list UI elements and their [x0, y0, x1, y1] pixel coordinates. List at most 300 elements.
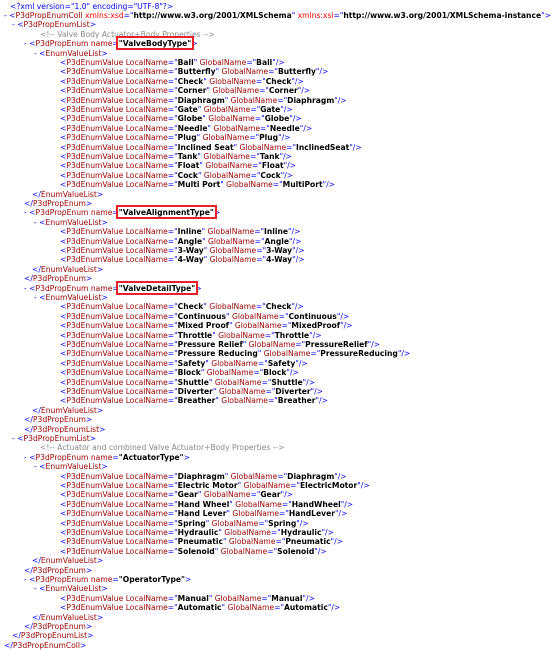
global-name-attr: GlobalName	[261, 349, 311, 359]
prop-enum-tag-name: P3dPropEnum	[35, 283, 89, 293]
enum-value-tag-name: P3dEnumValue	[66, 509, 124, 519]
local-name-attr: LocalName	[123, 180, 168, 190]
local-name-value: Breather	[177, 396, 216, 406]
enum-value-row: <P3dEnumValue LocalName="Mixed Proof" GlobalName="MixedProof"/>	[60, 321, 353, 331]
local-name-attr: LocalName	[123, 104, 168, 114]
global-name-value: Diaphragm	[287, 471, 335, 481]
namespace-attr-name: xmlns:xsd	[82, 10, 124, 20]
global-name-attr: GlobalName	[209, 518, 259, 528]
enum-value-list-open-tag[interactable]: - <EnumValueList>	[34, 584, 108, 594]
enum-value-row: <P3dEnumValue LocalName="Pneumatic" GlobalName="Pneumatic"/>	[60, 537, 344, 547]
global-name-value: Solenoid	[277, 546, 315, 556]
collapse-toggle: -	[24, 208, 30, 218]
enum-value-list-tag-name: EnumValueList	[40, 189, 97, 199]
global-name-value: Needle	[269, 123, 300, 133]
highlight-box	[116, 36, 194, 50]
global-name-value: MultiPort	[282, 180, 323, 190]
enum-value-row: <P3dEnumValue LocalName="Solenoid" GlobalName="Solenoid"/>	[60, 546, 327, 556]
global-name-attr: GlobalName	[232, 499, 282, 509]
enum-value-tag-name: P3dEnumValue	[66, 546, 124, 556]
local-name-attr: LocalName	[123, 321, 168, 331]
global-name-value: 3-Way	[266, 245, 293, 255]
prop-enum-tag-name: P3dPropEnum	[35, 39, 89, 49]
local-name-attr: LocalName	[123, 67, 168, 77]
global-name-value: Gate	[260, 104, 281, 114]
enum-name-value: "ValveAlignmentType"	[118, 208, 214, 218]
prop-enum-open-tag[interactable]: - <P3dPropEnum name="ValveBodyType">	[24, 39, 198, 49]
enum-value-row: <P3dEnumValue LocalName="Shuttle" GlobalName="Shuttle"/>	[60, 377, 316, 387]
global-name-attr: GlobalName	[211, 123, 261, 133]
prop-enum-tag-name: P3dPropEnum	[35, 452, 89, 462]
global-name-value: Angle	[264, 236, 290, 246]
local-name-attr: LocalName	[123, 330, 168, 340]
name-attr-label: name	[88, 208, 113, 218]
local-name-attr: LocalName	[123, 546, 168, 556]
local-name-value: Angle	[177, 236, 203, 246]
global-name-attr: GlobalName	[226, 537, 276, 547]
enum-list-open-tag[interactable]: - <P3dPropEnumList>	[12, 20, 97, 30]
local-name-attr: LocalName	[123, 480, 168, 490]
enum-value-tag-name: P3dEnumValue	[66, 114, 124, 124]
global-name-value: Butterfly	[277, 67, 316, 77]
prop-enum-close-tag: </P3dPropEnum>	[24, 198, 93, 208]
local-name-attr: LocalName	[123, 142, 168, 152]
global-name-value: PressureRelief	[305, 339, 368, 349]
enum-value-row: <P3dEnumValue LocalName="Hand Lever" GlobalName="HandLever"/>	[60, 509, 348, 519]
local-name-value: Pneumatic	[177, 537, 223, 547]
global-name-attr: GlobalName	[206, 302, 256, 312]
local-name-value: Block	[177, 368, 201, 378]
global-name-value: Check	[265, 76, 292, 86]
enum-value-tag-name: P3dEnumValue	[66, 593, 124, 603]
local-name-value: Continuous	[177, 311, 227, 321]
enum-value-tag-name: P3dEnumValue	[66, 133, 124, 143]
local-name-attr: LocalName	[123, 133, 168, 143]
namespace-attr-value: http://www.w3.org/2001/XMLSchema	[133, 10, 292, 20]
local-name-value: Plug	[177, 133, 197, 143]
root-tag-name: P3dPropEnumColl	[12, 640, 81, 650]
enum-value-tag-name: P3dEnumValue	[66, 527, 124, 537]
enum-value-row: <P3dEnumValue LocalName="Pressure Reducing" GlobalName="PressureReducing"/>	[60, 349, 411, 359]
enum-value-row: <P3dEnumValue LocalName="Block" GlobalName="Block"/>	[60, 368, 299, 378]
local-name-attr: LocalName	[123, 349, 168, 359]
global-name-attr: GlobalName	[200, 151, 250, 161]
local-name-value: Multi Port	[177, 180, 221, 190]
prop-enum-close-tag: </P3dPropEnum>	[24, 621, 93, 631]
global-name-value: Manual	[271, 593, 303, 603]
global-name-value: Throttle	[274, 330, 310, 340]
enum-value-row: <P3dEnumValue LocalName="3-Way" GlobalName="3-Way"/>	[60, 245, 305, 255]
collapse-toggle: -	[34, 217, 40, 227]
enum-value-list-tag-name: EnumValueList	[40, 264, 97, 274]
enum-value-tag-name: P3dEnumValue	[66, 490, 124, 500]
enum-value-row: <P3dEnumValue LocalName="Spring" GlobalName="Spring"/>	[60, 518, 309, 528]
local-name-value: Safety	[177, 358, 206, 368]
local-name-value: Butterfly	[177, 67, 216, 77]
global-name-value: Check	[265, 302, 292, 312]
local-name-attr: LocalName	[123, 499, 168, 509]
enum-value-tag-name: P3dEnumValue	[66, 95, 124, 105]
local-name-value: Globe	[177, 114, 203, 124]
global-name-value: Continuous	[288, 311, 337, 321]
global-name-value: Float	[261, 161, 284, 171]
global-name-attr: GlobalName	[221, 527, 271, 537]
local-name-attr: LocalName	[123, 57, 168, 67]
enum-name-value: "ValveDetailType"	[118, 283, 196, 293]
global-name-attr: GlobalName	[215, 330, 265, 340]
local-name-value: Hydraulic	[177, 527, 219, 537]
local-name-value: Corner	[177, 86, 207, 96]
name-attr-label: name	[88, 452, 113, 462]
global-name-attr: GlobalName	[216, 386, 266, 396]
enum-value-row: <P3dEnumValue LocalName="Inline" GlobalName="Inline"/>	[60, 227, 301, 237]
global-name-value: Automatic	[283, 603, 328, 613]
global-name-value: Tank	[259, 151, 280, 161]
enum-value-row: <P3dEnumValue LocalName="Hydraulic" GlobalName="Hydraulic"/>	[60, 527, 334, 537]
enum-name-value: "ActuatorType"	[118, 452, 184, 462]
enum-value-tag-name: P3dEnumValue	[66, 86, 124, 96]
global-name-attr: GlobalName	[228, 95, 278, 105]
enum-value-tag-name: P3dEnumValue	[66, 480, 124, 490]
global-name-attr: GlobalName	[201, 490, 251, 500]
local-name-attr: LocalName	[123, 170, 168, 180]
prop-enum-tag-name: P3dPropEnum	[32, 621, 86, 631]
enum-value-row: <P3dEnumValue LocalName="Plug" GlobalName="Plug"/>	[60, 133, 291, 143]
local-name-value: Inline	[177, 227, 202, 237]
enum-value-tag-name: P3dEnumValue	[66, 349, 124, 359]
enum-value-row: <P3dEnumValue LocalName="Electric Motor" GlobalName="ElectricMotor"/>	[60, 480, 370, 490]
xml-comment	[40, 443, 285, 452]
global-name-attr: GlobalName	[232, 321, 282, 331]
root-open-tag[interactable]: - <P3dPropEnumColl xmlns:xsd="http://www.w3.org/2001/XMLSchema" xmlns:xsi="http://www.w3.org/2001/XMLSchema-instance">	[4, 10, 551, 20]
enum-value-row: <P3dEnumValue LocalName="Tank" GlobalName="Tank"/>	[60, 151, 293, 161]
enum-value-list-tag-name: EnumValueList	[45, 292, 102, 302]
highlight-box	[116, 205, 217, 219]
global-name-attr: GlobalName	[207, 245, 257, 255]
global-name-attr: GlobalName	[209, 86, 260, 96]
local-name-attr: LocalName	[123, 339, 168, 349]
local-name-value: Inclined Seat	[177, 142, 234, 152]
local-name-value: Pressure Reducing	[177, 349, 258, 359]
global-name-attr: GlobalName	[206, 76, 256, 86]
global-name-attr: GlobalName	[205, 236, 255, 246]
enum-value-row: <P3dEnumValue LocalName="Gear" GlobalName="Gear"/>	[60, 490, 293, 500]
prop-enum-open-tag[interactable]: - <P3dPropEnum name="ActuatorType">	[24, 452, 191, 462]
global-name-attr: GlobalName	[201, 170, 251, 180]
local-name-value: Tank	[177, 151, 198, 161]
global-name-attr: GlobalName	[246, 339, 296, 349]
prop-enum-open-tag[interactable]: - <P3dPropEnum name="ValveAlignmentType">	[24, 208, 221, 218]
enum-value-tag-name: P3dEnumValue	[66, 339, 124, 349]
enum-value-tag-name: P3dEnumValue	[66, 471, 124, 481]
root-tag-name: P3dPropEnumColl	[15, 10, 83, 20]
enum-value-list-open-tag[interactable]: - <EnumValueList>	[34, 462, 108, 472]
enum-value-list-tag-name: EnumValueList	[45, 462, 102, 472]
prop-enum-tag-name: P3dPropEnum	[35, 208, 89, 218]
enum-name-value: "OperatorType"	[118, 574, 186, 584]
highlight-box	[116, 281, 198, 295]
collapse-toggle: -	[12, 433, 18, 443]
local-name-attr: LocalName	[123, 537, 168, 547]
prop-enum-open-tag[interactable]: - <P3dPropEnum name="OperatorType">	[24, 574, 192, 584]
local-name-attr: LocalName	[123, 245, 168, 255]
enum-value-list-close-tag: </EnumValueList>	[32, 612, 104, 622]
local-name-attr: LocalName	[123, 311, 168, 321]
global-name-attr: GlobalName	[218, 546, 268, 556]
enum-value-row: <P3dEnumValue LocalName="Safety" GlobalName="Safety"/>	[60, 358, 308, 368]
enum-value-tag-name: P3dEnumValue	[66, 151, 124, 161]
local-name-attr: LocalName	[123, 95, 168, 105]
enum-value-tag-name: P3dEnumValue	[66, 302, 124, 312]
global-name-attr: GlobalName	[202, 161, 252, 171]
enum-value-row: <P3dEnumValue LocalName="Automatic" GlobalName="Automatic"/>	[60, 603, 341, 613]
enum-value-row: <P3dEnumValue LocalName="Cock" GlobalName="Cock"/>	[60, 170, 294, 180]
local-name-value: Needle	[177, 123, 208, 133]
namespace-attr-name: xmlns:xsi	[295, 10, 334, 20]
global-name-value: Spring	[268, 518, 297, 528]
enum-value-row: <P3dEnumValue LocalName="Manual" GlobalName="Manual"/>	[60, 593, 315, 603]
name-attr-label: name	[88, 39, 113, 49]
global-name-attr: GlobalName	[201, 104, 251, 114]
global-name-attr: GlobalName	[229, 509, 279, 519]
global-name-attr: GlobalName	[219, 67, 269, 77]
name-attr-label: name	[88, 283, 113, 293]
local-name-value: Spring	[177, 518, 206, 528]
enum-value-list-open-tag[interactable]: - <EnumValueList>	[34, 48, 108, 58]
global-name-value: Inline	[264, 227, 289, 237]
enum-value-list-tag-name: EnumValueList	[45, 584, 102, 594]
local-name-value: Automatic	[177, 603, 222, 613]
local-name-value: 3-Way	[177, 245, 204, 255]
global-name-value: Block	[263, 368, 287, 378]
local-name-attr: LocalName	[123, 302, 168, 312]
global-name-attr: GlobalName	[212, 377, 262, 387]
enum-value-row: <P3dEnumValue LocalName="Corner" GlobalName="Corner"/>	[60, 86, 311, 96]
global-name-attr: GlobalName	[225, 603, 275, 613]
name-attr-label: name	[88, 574, 113, 584]
local-name-attr: LocalName	[123, 151, 168, 161]
enum-value-list-open-tag[interactable]: - <EnumValueList>	[34, 217, 108, 227]
local-name-attr: LocalName	[123, 114, 168, 124]
global-name-value: Diverter	[275, 386, 311, 396]
local-name-attr: LocalName	[123, 603, 168, 613]
enum-value-row: <P3dEnumValue LocalName="Hand Wheel" GlobalName="HandWheel"/>	[60, 499, 354, 509]
enum-value-tag-name: P3dEnumValue	[66, 499, 124, 509]
xml-declaration-text: <?xml version="1.0" encoding="UTF-8"?>	[10, 1, 174, 11]
global-name-value: Safety	[267, 358, 296, 368]
enum-value-row: <P3dEnumValue LocalName="Check" GlobalName="Check"/>	[60, 76, 304, 86]
enum-value-row: <P3dEnumValue LocalName="Diverter" GlobalName="Diverter"/>	[60, 386, 324, 396]
global-name-value: PressureReducing	[320, 349, 398, 359]
enum-value-row: <P3dEnumValue LocalName="Diaphragm" GlobalName="Diaphragm"/>	[60, 95, 347, 105]
enum-list-close-tag: </P3dPropEnumList>	[24, 424, 106, 434]
enum-value-list-open-tag[interactable]: - <EnumValueList>	[34, 292, 108, 302]
enum-value-list-tag-name: EnumValueList	[40, 405, 97, 415]
collapse-toggle: -	[34, 462, 40, 472]
enum-name-value: "ValveBodyType"	[118, 39, 192, 49]
enum-value-row: <P3dEnumValue LocalName="Multi Port" GlobalName="MultiPort"/>	[60, 180, 336, 190]
enum-value-tag-name: P3dEnumValue	[66, 255, 124, 265]
local-name-value: Diverter	[177, 386, 213, 396]
global-name-attr: GlobalName	[212, 593, 262, 603]
enum-value-tag-name: P3dEnumValue	[66, 161, 124, 171]
enum-value-list-tag-name: EnumValueList	[40, 556, 97, 566]
enum-value-row: <P3dEnumValue LocalName="Breather" GlobalName="Breather"/>	[60, 396, 328, 406]
enum-value-tag-name: P3dEnumValue	[66, 142, 124, 152]
local-name-attr: LocalName	[123, 123, 168, 133]
local-name-attr: LocalName	[123, 368, 168, 378]
global-name-value: Gear	[260, 490, 281, 500]
enum-value-list-close-tag: </EnumValueList>	[32, 189, 104, 199]
local-name-value: Pressure Relief	[177, 339, 243, 349]
local-name-attr: LocalName	[123, 76, 168, 86]
global-name-attr: GlobalName	[223, 180, 273, 190]
local-name-value: Cock	[177, 170, 198, 180]
prop-enum-close-tag: </P3dPropEnum>	[24, 274, 93, 284]
enum-value-tag-name: P3dEnumValue	[66, 518, 124, 528]
global-name-attr: GlobalName	[207, 255, 257, 265]
collapse-toggle: -	[34, 584, 40, 594]
local-name-value: Float	[177, 161, 200, 171]
enum-value-row: <P3dEnumValue LocalName="Pressure Relief" GlobalName="PressureRelief"/>	[60, 339, 381, 349]
collapse-toggle: -	[12, 20, 18, 30]
global-name-value: InclinedSeat	[296, 142, 350, 152]
local-name-attr: LocalName	[123, 490, 168, 500]
enum-list-tag-name: P3dPropEnumList	[32, 424, 100, 434]
namespace-attr-value: http://www.w3.org/2001/XMLSchema-instance	[343, 10, 542, 20]
local-name-value: Shuttle	[177, 377, 209, 387]
enum-value-tag-name: P3dEnumValue	[66, 321, 124, 331]
enum-value-tag-name: P3dEnumValue	[66, 180, 124, 190]
enum-list-tag-name: P3dPropEnumList	[23, 20, 90, 30]
enum-value-row: <P3dEnumValue LocalName="Float" GlobalName="Float"/>	[60, 161, 296, 171]
collapse-toggle: -	[34, 48, 40, 58]
enum-value-list-tag-name: EnumValueList	[40, 612, 97, 622]
local-name-attr: LocalName	[123, 377, 168, 387]
local-name-value: Mixed Proof	[177, 321, 229, 331]
global-name-attr: GlobalName	[237, 142, 287, 152]
local-name-attr: LocalName	[123, 358, 168, 368]
local-name-attr: LocalName	[123, 527, 168, 537]
prop-enum-open-tag[interactable]: - <P3dPropEnum name="ValveDetailType">	[24, 283, 202, 293]
prop-enum-close-tag: </P3dPropEnum>	[24, 565, 93, 575]
local-name-attr: LocalName	[123, 255, 168, 265]
local-name-attr: LocalName	[123, 396, 168, 406]
local-name-value: Ball	[177, 57, 194, 67]
global-name-value: Cock	[260, 170, 281, 180]
local-name-attr: LocalName	[123, 518, 168, 528]
prop-enum-tag-name: P3dPropEnum	[32, 274, 86, 284]
local-name-value: Electric Motor	[177, 480, 238, 490]
enum-value-tag-name: P3dEnumValue	[66, 76, 124, 86]
global-name-value: MixedProof	[291, 321, 341, 331]
global-name-attr: GlobalName	[204, 368, 254, 378]
enum-value-row: <P3dEnumValue LocalName="Angle" GlobalName="Angle"/>	[60, 236, 302, 246]
comment-text: <!-- Actuator and combined Valve Actuator+Body Properties -->	[40, 443, 285, 453]
enum-value-tag-name: P3dEnumValue	[66, 368, 124, 378]
enum-value-tag-name: P3dEnumValue	[66, 311, 124, 321]
collapse-toggle: -	[4, 10, 10, 20]
enum-value-tag-name: P3dEnumValue	[66, 123, 124, 133]
enum-value-tag-name: P3dEnumValue	[66, 386, 124, 396]
global-name-value: Hydraulic	[280, 527, 322, 537]
enum-value-tag-name: P3dEnumValue	[66, 170, 124, 180]
global-name-attr: GlobalName	[241, 480, 291, 490]
enum-value-row: <P3dEnumValue LocalName="Gate" GlobalName="Gate"/>	[60, 104, 293, 114]
global-name-value: Ball	[256, 57, 273, 67]
local-name-attr: LocalName	[123, 161, 168, 171]
enum-value-row: <P3dEnumValue LocalName="Diaphragm" GlobalName="Diaphragm"/>	[60, 471, 347, 481]
local-name-value: Gear	[177, 490, 198, 500]
local-name-value: Diaphragm	[177, 95, 225, 105]
local-name-value: Manual	[177, 593, 209, 603]
enum-value-tag-name: P3dEnumValue	[66, 57, 124, 67]
local-name-value: Diaphragm	[177, 471, 225, 481]
prop-enum-tag-name: P3dPropEnum	[32, 415, 86, 425]
enum-value-tag-name: P3dEnumValue	[66, 603, 124, 613]
local-name-attr: LocalName	[123, 593, 168, 603]
local-name-value: Solenoid	[177, 546, 215, 556]
enum-value-row: <P3dEnumValue LocalName="Globe" GlobalName="Globe"/>	[60, 114, 302, 124]
enum-list-open-tag[interactable]: - <P3dPropEnumList>	[12, 433, 97, 443]
global-name-attr: GlobalName	[205, 114, 255, 124]
enum-value-row: <P3dEnumValue LocalName="Throttle" GlobalName="Throttle"/>	[60, 330, 322, 340]
local-name-value: Hand Lever	[177, 509, 227, 519]
global-name-attr: GlobalName	[208, 358, 258, 368]
global-name-value: HandLever	[288, 509, 336, 519]
root-close-tag: </P3dPropEnumColl>	[4, 640, 87, 650]
collapse-toggle: -	[24, 283, 30, 293]
global-name-attr: GlobalName	[200, 133, 250, 143]
local-name-value: Throttle	[177, 330, 213, 340]
enum-value-list-close-tag: </EnumValueList>	[32, 405, 104, 415]
enum-value-row: <P3dEnumValue LocalName="Ball" GlobalName="Ball"/>	[60, 57, 285, 67]
enum-list-tag-name: P3dPropEnumList	[23, 433, 90, 443]
local-name-value: Hand Wheel	[177, 499, 230, 509]
global-name-value: 4-Way	[266, 255, 293, 265]
enum-list-tag-name: P3dPropEnumList	[20, 631, 88, 641]
enum-value-tag-name: P3dEnumValue	[66, 396, 124, 406]
enum-value-row: <P3dEnumValue LocalName="Needle" GlobalName="Needle"/>	[60, 123, 313, 133]
global-name-attr: GlobalName	[228, 471, 278, 481]
local-name-value: 4-Way	[177, 255, 204, 265]
global-name-value: Pneumatic	[285, 537, 331, 547]
global-name-attr: GlobalName	[229, 311, 279, 321]
prop-enum-tag-name: P3dPropEnum	[32, 565, 86, 575]
enum-value-tag-name: P3dEnumValue	[66, 330, 124, 340]
local-name-attr: LocalName	[123, 227, 168, 237]
collapse-toggle: -	[34, 292, 40, 302]
global-name-attr: GlobalName	[205, 227, 255, 237]
prop-enum-close-tag: </P3dPropEnum>	[24, 415, 93, 425]
collapse-toggle: -	[24, 452, 30, 462]
global-name-value: Corner	[268, 86, 298, 96]
enum-value-row: <P3dEnumValue LocalName="Butterfly" GlobalName="Butterfly"/>	[60, 67, 329, 77]
xml-declaration	[10, 2, 173, 11]
global-name-value: Breather	[277, 396, 316, 406]
enum-value-list-tag-name: EnumValueList	[45, 48, 102, 58]
local-name-value: Check	[177, 302, 204, 312]
global-name-value: Shuttle	[271, 377, 303, 387]
local-name-value: Check	[177, 76, 204, 86]
local-name-attr: LocalName	[123, 86, 168, 96]
local-name-value: Gate	[177, 104, 198, 114]
global-name-value: HandWheel	[291, 499, 341, 509]
enum-value-list-close-tag: </EnumValueList>	[32, 556, 104, 566]
global-name-attr: GlobalName	[218, 396, 268, 406]
prop-enum-tag-name: P3dPropEnum	[35, 574, 89, 584]
enum-value-tag-name: P3dEnumValue	[66, 358, 124, 368]
